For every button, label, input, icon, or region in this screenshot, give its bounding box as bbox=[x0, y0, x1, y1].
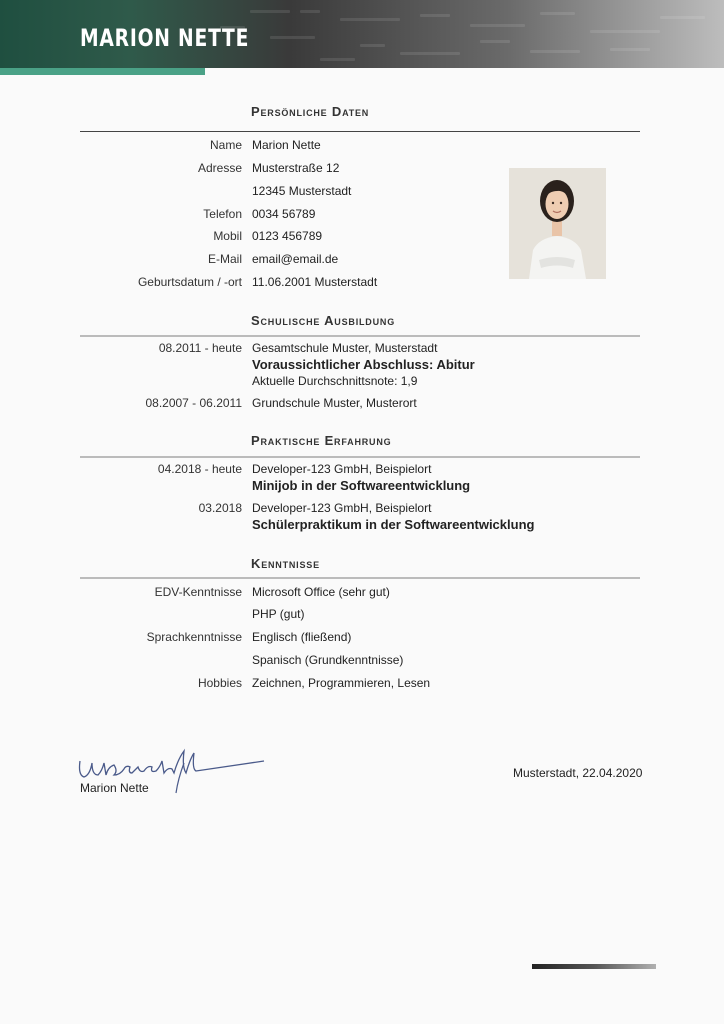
person-portrait-icon bbox=[509, 168, 606, 279]
label-phone: Telefon bbox=[203, 207, 242, 221]
school-period: 08.2007 - 06.2011 bbox=[145, 396, 242, 410]
header-banner bbox=[0, 0, 724, 68]
skill-edv: Microsoft Office (sehr gut) bbox=[252, 585, 390, 599]
label-birth: Geburtsdatum / -ort bbox=[137, 275, 242, 289]
profile-photo bbox=[509, 168, 606, 279]
label-edv: EDV-Kenntnisse bbox=[154, 585, 242, 599]
section-divider bbox=[80, 131, 640, 132]
value-name: Marion Nette bbox=[252, 138, 321, 152]
header-pattern bbox=[400, 52, 460, 55]
value-address-line1: Musterstraße 12 bbox=[252, 161, 340, 175]
header-pattern bbox=[660, 16, 705, 19]
skill-hobbies: Zeichnen, Programmieren, Lesen bbox=[252, 676, 431, 690]
school-period: 08.2011 - heute bbox=[158, 341, 242, 355]
header-pattern bbox=[250, 10, 290, 13]
value-email: email@email.de bbox=[252, 252, 339, 266]
header-pattern bbox=[320, 58, 355, 61]
section-divider bbox=[80, 577, 640, 579]
header-pattern bbox=[420, 14, 450, 17]
label-languages: Sprachkenntnisse bbox=[146, 630, 242, 644]
signature-name: Marion Nette bbox=[80, 781, 149, 795]
header-accent-bar bbox=[0, 68, 205, 75]
experience-role: Schülerpraktikum in der Softwareentwicklung bbox=[252, 517, 535, 532]
school-grade: Aktuelle Durchschnittsnote: 1,9 bbox=[252, 374, 418, 388]
section-title-school: Schulische Ausbildung bbox=[251, 313, 395, 328]
experience-period: 03.2018 bbox=[198, 501, 242, 515]
section-title-experience: Praktische Erfahrung bbox=[251, 433, 392, 448]
header-pattern bbox=[360, 44, 385, 47]
school-name: Gesamtschule Muster, Musterstadt bbox=[252, 341, 438, 355]
value-phone: 0034 56789 bbox=[252, 207, 316, 221]
cv-name-title: MARION NETTE bbox=[80, 24, 250, 52]
value-mobile: 0123 456789 bbox=[252, 229, 323, 243]
experience-period: 04.2018 - heute bbox=[157, 462, 242, 476]
section-divider bbox=[80, 456, 640, 458]
section-title-personal: Persönliche Daten bbox=[251, 104, 370, 119]
header-pattern bbox=[590, 30, 660, 33]
label-name: Name bbox=[209, 138, 242, 152]
header-pattern bbox=[610, 48, 650, 51]
experience-company: Developer-123 GmbH, Beispielort bbox=[252, 501, 432, 515]
label-mobile: Mobil bbox=[213, 229, 242, 243]
value-birth: 11.06.2001 Musterstadt bbox=[252, 275, 378, 289]
section-title-skills: Kenntnisse bbox=[251, 556, 320, 571]
header-pattern bbox=[530, 50, 580, 53]
experience-role: Minijob in der Softwareentwicklung bbox=[252, 478, 471, 493]
skill-language: Englisch (fließend) bbox=[252, 630, 352, 644]
header-pattern bbox=[340, 18, 400, 21]
skill-edv: PHP (gut) bbox=[252, 607, 305, 621]
skill-language: Spanisch (Grundkenntnisse) bbox=[252, 653, 404, 667]
school-name: Grundschule Muster, Musterort bbox=[252, 396, 417, 410]
label-hobbies: Hobbies bbox=[197, 676, 242, 690]
header-pattern bbox=[480, 40, 510, 43]
header-pattern bbox=[300, 10, 320, 13]
label-address: Adresse bbox=[197, 161, 242, 175]
school-degree: Voraussichtlicher Abschluss: Abitur bbox=[252, 357, 475, 372]
place-and-date: Musterstadt, 22.04.2020 bbox=[513, 766, 643, 780]
header-pattern bbox=[540, 12, 575, 15]
experience-company: Developer-123 GmbH, Beispielort bbox=[252, 462, 432, 476]
footer-accent-bar bbox=[532, 964, 656, 969]
label-email: E-Mail bbox=[207, 252, 242, 266]
header-pattern bbox=[270, 36, 315, 39]
section-divider bbox=[80, 335, 640, 337]
value-address-line2: 12345 Musterstadt bbox=[252, 184, 352, 198]
header-pattern bbox=[470, 24, 525, 27]
